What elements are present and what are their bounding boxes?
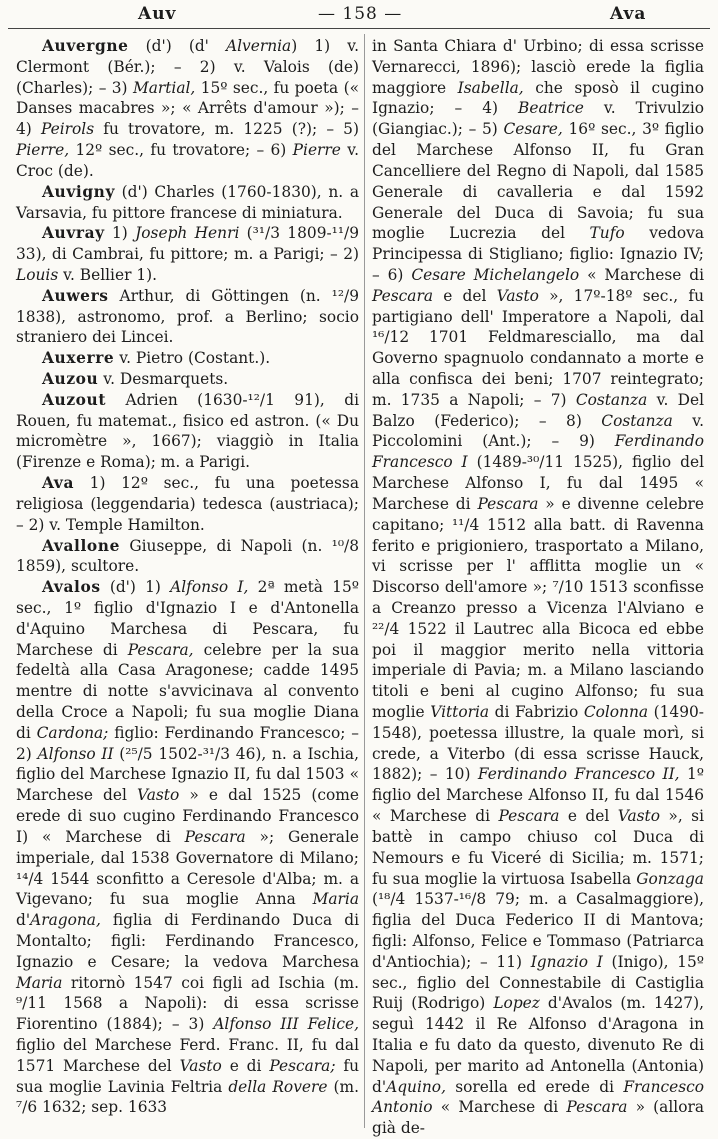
entry-italic-text: Alvernia	[226, 37, 292, 55]
entry-headword: Ava	[42, 474, 75, 493]
entry-italic-text: Aragona,	[30, 911, 101, 930]
entry-text: »; Generale imperiale, dal 1538 Governatore di Milano; ¹⁴/4 1544 sconfitto a Ceresole d'Alba; m. a Vigevano; fu sua moglie Anna	[16, 827, 359, 909]
entry-text: v. Pietro (Costant.).	[114, 349, 271, 368]
entry-text: v. Trivulzio (Giangiac.); – 5)	[372, 99, 705, 139]
entry-text: 1) 12º sec., fu una poetessa religiosa (leggendaria) tedesca (austriaca); – 2) v. Temple Hamilton.	[16, 474, 359, 534]
entry-continuation	[372, 36, 704, 1139]
entry-text: d'Avalos (m. 1427), seguì 1442 il Re Alfonso d'Aragona in Italia e fu dato da questo, divenuto Re di Napoli, per marito ad Antonella (Antonia) d'	[372, 994, 705, 1096]
entry-text: v. Croc (de).	[16, 141, 359, 180]
dictionary-entry	[16, 536, 359, 578]
entry-italic-text: Costanza	[601, 411, 673, 430]
entry-headword: Auzou	[42, 370, 99, 388]
entry-italic-text: Vasto	[137, 786, 180, 805]
entry-text: e del	[433, 286, 497, 305]
entry-headword: Avallone	[42, 536, 120, 555]
dictionary-entry	[16, 36, 359, 182]
entry-italic-text: Vasto	[496, 286, 539, 305]
entry-italic-text: Ignazio I	[530, 952, 603, 971]
dictionary-entry	[16, 182, 359, 224]
entry-text: » (allora già de-	[372, 1098, 704, 1138]
entry-text: 12º sec., fu trovatore; – 6)	[69, 141, 293, 160]
entry-text: (Inigo), 15º sec., figlio del Connestabile di Castiglia Ruij (Rodrigo)	[372, 952, 704, 1013]
entry-italic-text: Pescara	[498, 807, 560, 826]
entry-italic-text: Vittoria	[430, 703, 490, 721]
dictionary-entry	[16, 390, 359, 473]
entry-italic-text: Vasto	[617, 807, 660, 826]
entry-italic-text: Cesare Michelangelo	[411, 265, 580, 284]
header-rule	[8, 28, 710, 29]
entry-text: e di	[221, 1056, 270, 1075]
entry-italic-text: Isabella,	[457, 78, 524, 97]
entry-italic-text: Pierre	[292, 141, 341, 160]
entry-italic-text: Cesare,	[503, 120, 563, 139]
entry-text: » e divenne celebre capitano; ¹¹/4 1512 alla batt. di Ravenna ferito e prigioniero, trasportato a Milano, vi scrisse per l' afflitta moglie un « Discorso dell'amore »; ⁷/10 1513 sconfisse a Creanzo presso a Vicenza l'Alviano e ²²/4 1522 il Lautrec alla Bicoca ed ebbe poi il maggior merito nella vittoria imperiale di Pavia; m. a Milano lasciando titoli e beni al cugino Alfonso; fu sua moglie	[372, 494, 704, 721]
entry-italic-text: Alfonso I,	[170, 578, 249, 597]
entry-text: » e dal 1525 (come erede di suo cugino Ferdinando Francesco I) « Marchese di	[16, 786, 359, 846]
entry-italic-text: Pescara	[184, 827, 246, 846]
entry-text: (³¹/3 1809-¹¹/9 33), di Cambrai, fu pittore; m. a Parigi; – 2)	[16, 224, 359, 264]
entry-italic-text: Francesco Antonio	[372, 1077, 704, 1117]
entry-italic-text: Pierre,	[16, 141, 70, 160]
header-right-guideword: Ava	[610, 4, 647, 24]
entry-italic-text: Pescara	[477, 494, 539, 513]
entry-text: (²⁵/5 1502-³¹/3 46), n. a Ischia, figlio del Marchese Ignazio II, fu dal 1503 « Marchese del	[16, 744, 359, 805]
entry-text: « Marchese di	[432, 1098, 567, 1117]
entry-text: « Marchese di	[579, 265, 705, 284]
entry-text: (d') Charles (1760-1830), n. a Varsavia, fu pittore francese di miniatura.	[16, 182, 359, 222]
entry-text: figlio del Marchese Ferd. Franc. II, fu dal 1571 Marchese del	[16, 1036, 359, 1075]
entry-text: che sposò il cugino Ignazio; – 4)	[372, 78, 704, 118]
entry-text: fu trovatore, m. 1225 (?); – 5)	[94, 120, 359, 139]
entry-italic-text: Lopez	[493, 994, 540, 1013]
entry-italic-text: Ferdinando Francesco I	[372, 432, 704, 472]
entry-text: figlio: Ferdinando Francesco; – 2)	[16, 723, 359, 763]
entry-italic-text: Ferdinando Francesco II,	[477, 765, 680, 784]
entry-text: di Fabrizio	[489, 703, 584, 721]
entry-text: (m. ⁷/6 1632; sep. 1633	[16, 1077, 359, 1117]
entry-text: e del	[559, 807, 618, 826]
running-header	[0, 2, 718, 28]
entry-text: v. Piccolomini (Ant.); – 9)	[372, 411, 704, 451]
dictionary-entry	[16, 577, 359, 1118]
entry-headword: Auvray	[42, 224, 105, 243]
entry-italic-text: della Rovere	[228, 1077, 328, 1096]
entry-text: 1º figlio del Marchese Alfonso II, fu dal 1546 « Marchese di	[372, 765, 704, 826]
entry-text: », 17º-18º sec., fu partigiano dell' Imperatore a Napoli, dal ¹⁶/12 1701 Feldmaresciallo, ma dal Governo spagnuolo condannato a morte e alla confisca dei beni; 1707 reintegrato; m. 1735 a Napoli; – 7)	[372, 286, 704, 409]
entry-headword: Auvigny	[42, 182, 116, 201]
dictionary-entry	[16, 286, 359, 348]
right-column	[372, 36, 704, 1139]
entry-text: vedova Principessa di Stigliano; figlio: Ignazio IV; – 6)	[372, 224, 705, 284]
entry-text: ritornò 1547 coi figli ad Ischia (m. ⁹/11 1568 a Napoli): di essa scrisse Fiorentino (1884); – 3)	[16, 973, 359, 1034]
entry-italic-text: Louis	[16, 265, 59, 284]
entry-italic-text: Joseph Henri	[135, 224, 240, 243]
entry-headword: Avalos	[42, 578, 101, 597]
entry-italic-text: Peirols	[40, 120, 95, 139]
left-column	[16, 36, 359, 1118]
entry-text: (d') 1)	[100, 578, 171, 597]
entry-headword: Auvergne	[42, 37, 129, 55]
entry-text: (d') (d'	[128, 37, 227, 55]
dictionary-entry	[16, 473, 359, 535]
entry-italic-text: Beatrice	[518, 99, 584, 118]
entry-text: 1)	[104, 224, 136, 243]
entry-italic-text: Maria	[16, 973, 63, 992]
entry-text: (1490-1548), poetessa illustre, la quale morì, si crede, a Viterbo (di essa scrisse Hauck, 1882); – 10)	[372, 703, 704, 784]
entry-text: Adrien (1630-¹²/1 91), di Rouen, fu matemat., fisico ed astron. (« Du micromètre », 1667); viaggiò in Italia (Firenze e Roma); m. a Parigi.	[16, 390, 359, 472]
entry-italic-text: Tufo	[589, 224, 625, 243]
entry-italic-text: Alfonso III Felice,	[213, 1015, 359, 1034]
entry-text: d'	[16, 911, 31, 930]
entry-text: figlia di Ferdinando Duca di Montalto; figli: Ferdinando Francesco, Ignazio e Cesare; la vedova Marchesa	[16, 911, 359, 971]
entry-text: 2ª metà 15º sec., 1º figlio d'Ignazio I e d'Antonella d'Aquino Marchesa di Pescara, fu Marchese di	[16, 578, 359, 659]
entry-headword: Auxerre	[42, 349, 115, 368]
entry-text: 16º sec., 3º figlio del Marchese Alfonso II, fu Gran Cancelliere del Regno di Napoli, dal 1585 Generale di cavalleria e dal 1592 Generale del Duca di Savoia; fu sua moglie Lucrezia del	[372, 120, 704, 243]
dictionary-entry	[16, 369, 359, 390]
dictionary-entry	[16, 348, 359, 369]
entry-italic-text: Pescara	[566, 1098, 628, 1117]
entry-italic-text: Costanza	[575, 390, 648, 409]
entry-text: (¹⁸/4 1537-¹⁶/8 79; m. a Casalmaggiore), figlia del Duca Federico II di Mantova; figli: Alfonso, Felice e Tommaso (Patriarca d'Antiochia); – 11)	[372, 890, 704, 971]
column-divider	[364, 34, 365, 1128]
dictionary-entry	[16, 223, 359, 285]
entry-text: celebre per la sua fedeltà alla Casa Aragonese; cadde 1495 mentre di notte s'avvicinava al convento della Croce a Napoli; fu sua moglie Diana di	[16, 640, 360, 742]
entry-text: Giuseppe, di Napoli (n. ¹⁰/8 1859), scultore.	[16, 536, 359, 576]
entry-headword: Auwers	[42, 286, 109, 305]
entry-text: v. Desmarquets.	[98, 370, 229, 388]
entry-italic-text: Alfonso II	[37, 744, 114, 763]
entry-italic-text: Vasto	[179, 1056, 222, 1075]
entry-text: », si battè in campo chiuso col Duca di Nemours e fu Viceré di Sicilia; m. 1571; fu sua moglie la virtuosa Isabella	[372, 807, 705, 888]
entry-italic-text: Martial,	[132, 78, 196, 97]
entry-text: fu sua moglie Lavinia Feltria	[16, 1056, 359, 1096]
entry-italic-text: Pescara	[372, 286, 433, 305]
entry-text: 15º sec., fu poeta (« Danses macabres »; « Arrêts d'amour »); – 4)	[16, 78, 360, 139]
entry-italic-text: Maria	[312, 890, 359, 909]
entry-headword: Auzout	[42, 390, 107, 409]
entry-italic-text: Gonzaga	[636, 869, 704, 888]
entry-text: ) 1) v. Clermont (Bér.); – 2) v. Valois (de) (Charles); – 3)	[16, 37, 359, 97]
entry-italic-text: Pescara,	[127, 640, 194, 659]
entry-text: v. Del Balzo (Federico); – 8)	[372, 390, 705, 430]
entry-italic-text: Pescara;	[269, 1056, 336, 1075]
page-number: — 158 —	[318, 4, 403, 24]
entry-text: Arthur, di Göttingen (n. ¹²/9 1838), astronomo, prof. a Berlino; socio straniero dei Lincei.	[16, 286, 359, 347]
header-left-guideword: Auv	[138, 4, 177, 24]
entry-text: sorella ed erede di	[445, 1077, 624, 1096]
entry-text: (1489-³⁰/11 1525), figlio del Marchese Alfonso I, fu dal 1495 « Marchese di	[372, 453, 704, 513]
entry-italic-text: Aquino,	[386, 1077, 446, 1096]
entry-text: v. Bellier 1).	[58, 265, 158, 284]
entry-italic-text: Colonna	[583, 703, 649, 721]
entry-italic-text: Cardona;	[36, 723, 109, 742]
entry-text: in Santa Chiara d' Urbino; di essa scrisse Vernarecci, 1896); lasciò erede la figlia maggiore	[372, 37, 704, 97]
